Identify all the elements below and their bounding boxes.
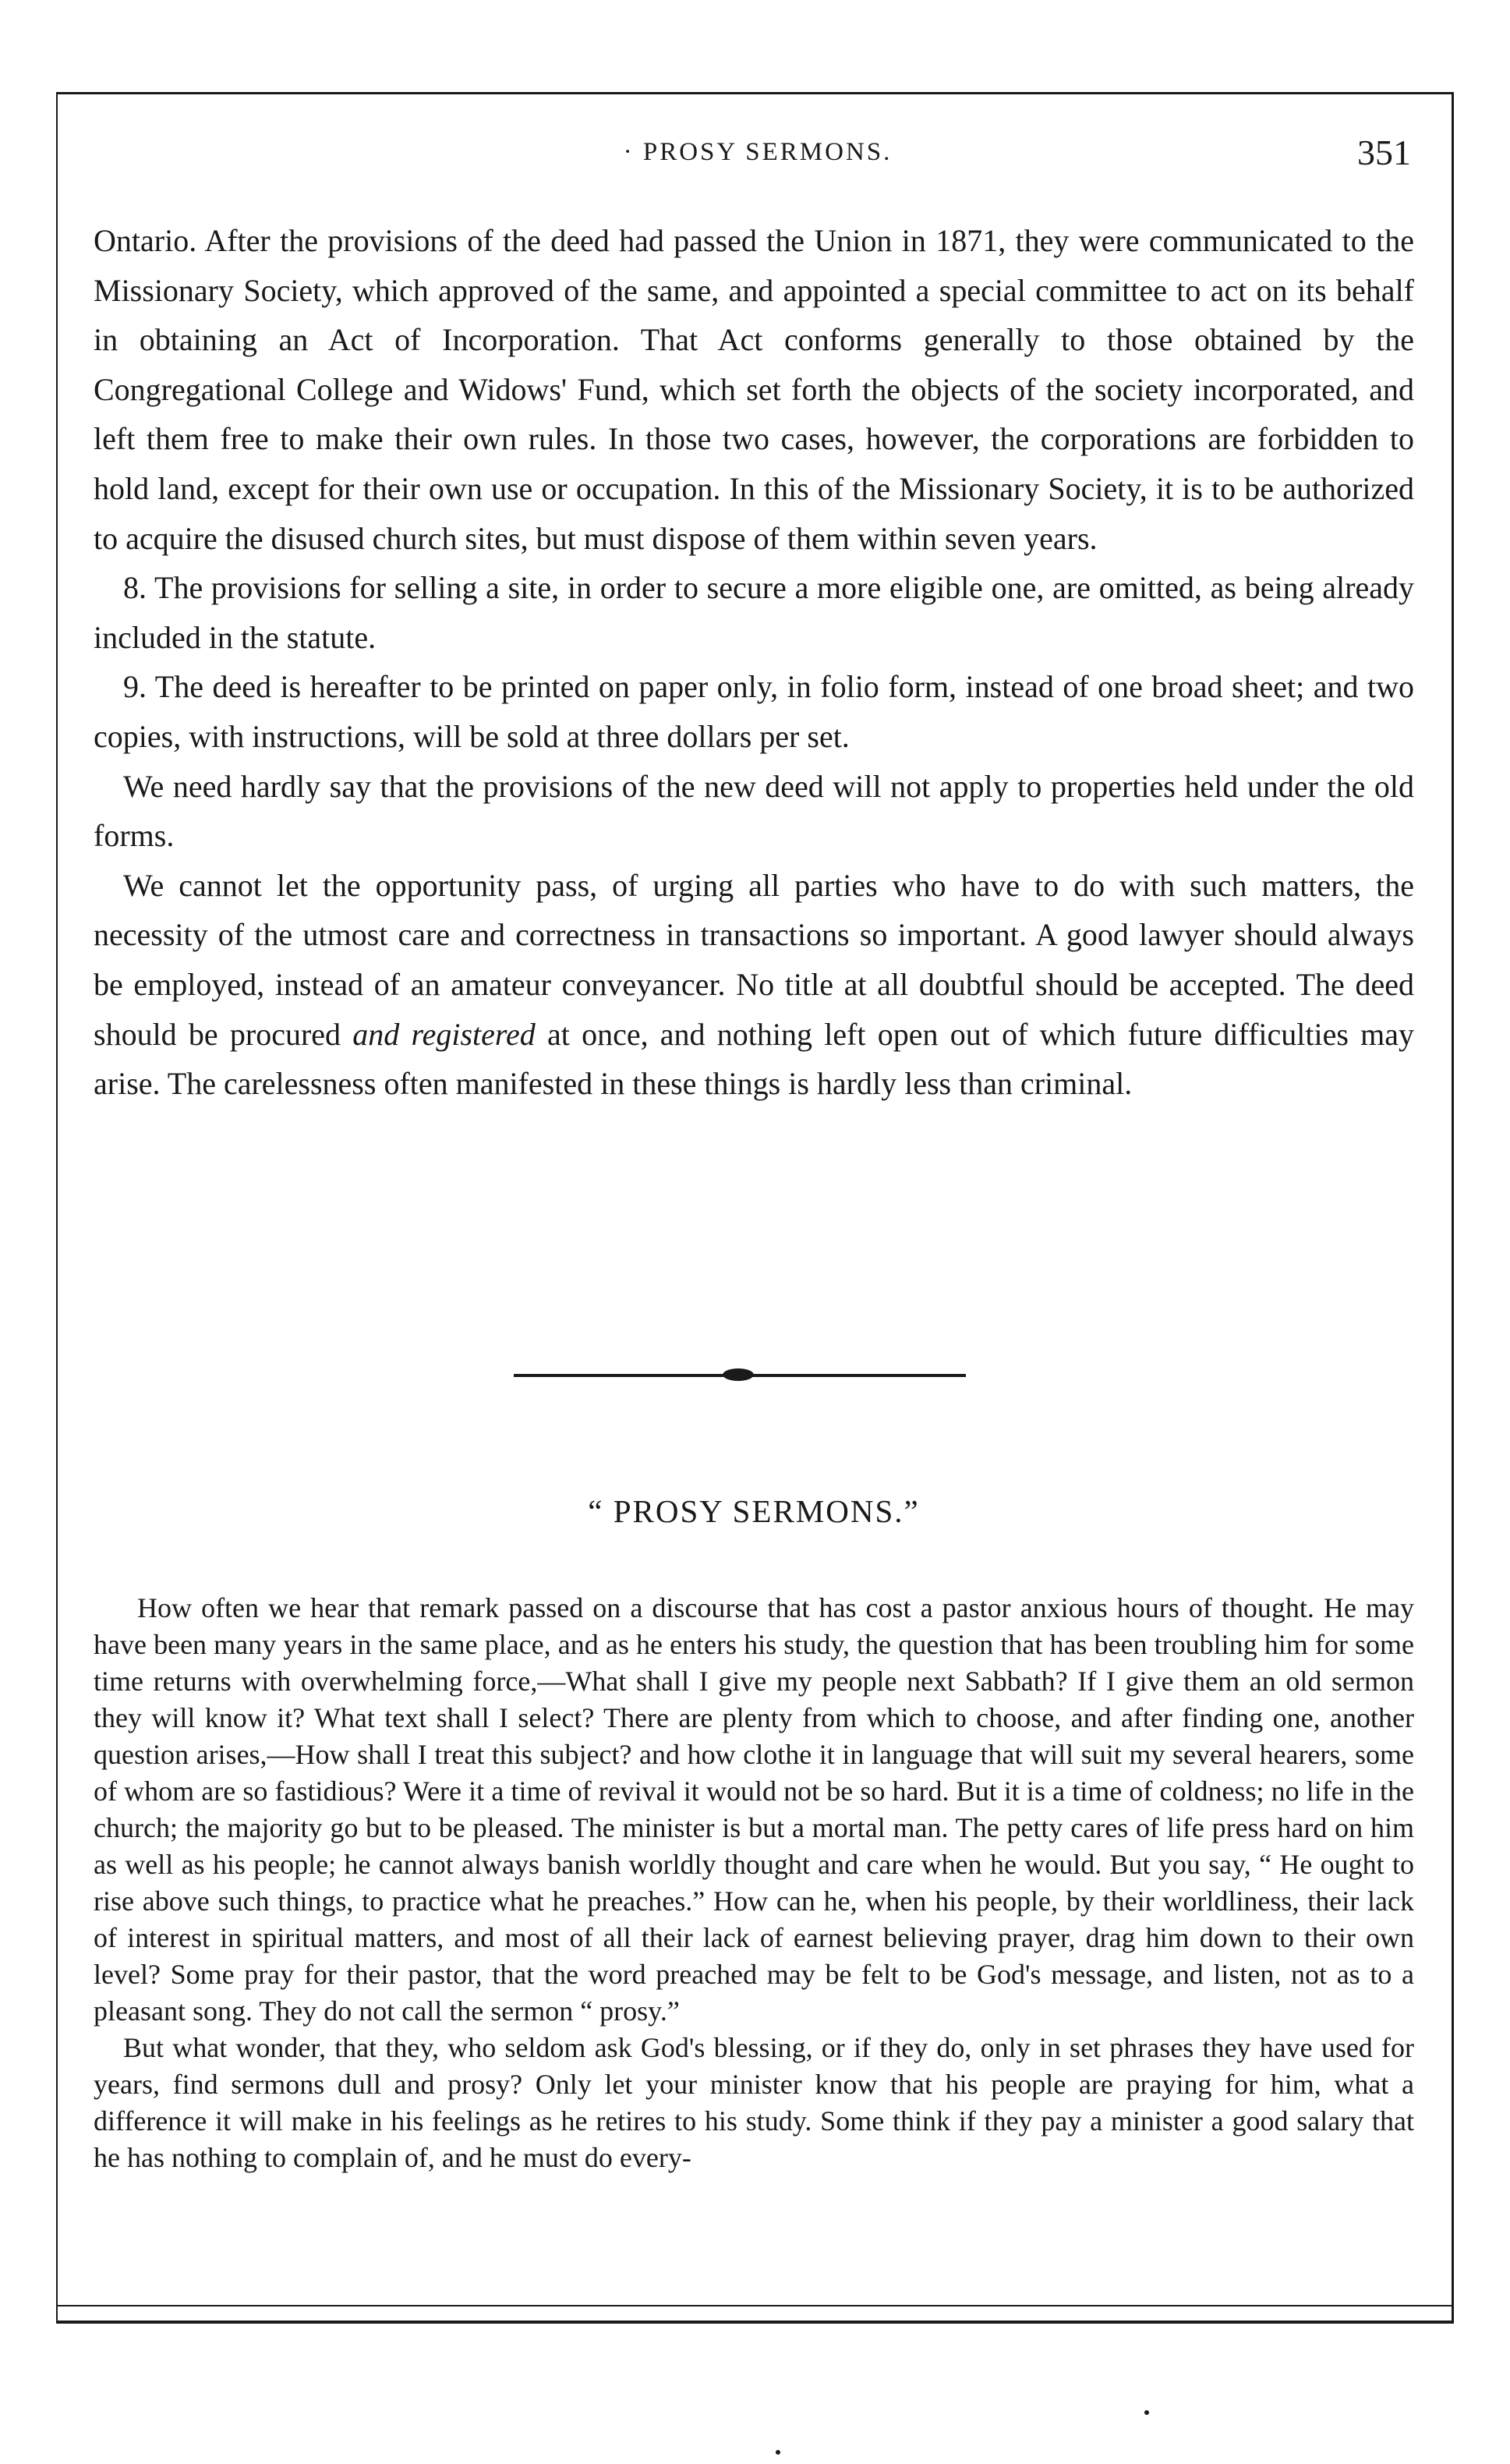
page-frame <box>56 92 1454 2324</box>
upper-text-block <box>94 216 1414 1109</box>
paragraph: 9. The deed is hereafter to be printed on paper only, in folio form, instead of one broad sheet; and two copies, with instructions, will be sold at three dollars per set. <box>94 669 1414 754</box>
paragraph: We need hardly say that the provisions of the new deed will not apply to properties held under the old forms. <box>94 768 1414 854</box>
paragraph: But what wonder, that they, who seldom ask God's blessing, or if they do, only in set phrases they have used for years, find sermons dull and prosy? Only let your minister know that his people are praying for him, what a difference it will make in his feelings as he retires to his study. Some think if they pay a minister a good salary that he has nothing to complain of, and he must do every- <box>94 2032 1414 2173</box>
print-speck <box>1144 2410 1149 2415</box>
paragraph <box>94 861 1414 1109</box>
print-speck <box>776 2450 780 2455</box>
paragraph: Ontario. After the provisions of the deed had passed the Union in 1871, they were communicated to the Missionary Society, which approved of the same, and appointed a special committee to act on its behalf in obtaining an Act of Incorporation. That Act conforms generally to those obtained by the Congregational College and Widows' Fund, which set forth the objects of the society incorporated, and left them free to make their own rules. In those two cases, however, the corporations are forbidden to hold land, except for their own use or occupation. In this of the Missionary Society, it is to be authorized to acquire the disused church sites, but must dispose of them within seven years. <box>94 223 1414 556</box>
section-divider-rule <box>514 1374 966 1377</box>
running-head <box>104 132 1411 179</box>
divider-ornament <box>723 1368 754 1381</box>
paragraph-text: at once, and nothing left open out of which future difficulties may arise. The carelessness often manifested in these things is hardly less than criminal. <box>94 1016 1415 1102</box>
article-title: “ PROSY SERMONS.” <box>588 1493 920 1529</box>
bottom-rule <box>58 2305 1452 2306</box>
paragraph: How often we hear that remark passed on a discourse that has cost a pastor anxious hours of thought. He may have been many years in the same place, and as he enters his study, the question that has been troubling him for some time returns with overwhelming force,—What shall I give my people next Sabbath? If I give them an old sermon they will know it? What text shall I select? There are plenty from which to choose, and after finding one, another question arises,—How shall I treat this subject? and how clothe it in language that will suit my several hearers, some of whom are so fastidious? Were it a time of revival it would not be so hard. But it is a time of coldness; no life in the church; the majority go but to be pleased. The minister is but a mortal man. The petty cares of life press hard on him as well as his people; he cannot always banish worldly thought and care when he would. But you say, “ He ought to rise above such things, to practice what he preaches.” How can he, when his people, by their worldliness, their lack of interest in spiritual matters, and most of all their lack of earnest believing prayer, drag him down to their own level? Some pray for their pastor, that the word preached may be felt to be God's message, and listen, not as to a pleasant song. They do not call the sermon “ prosy.” <box>94 1592 1414 2027</box>
running-title: · PROSY SERMONS. <box>623 138 893 166</box>
paragraph-text: We cannot let the opportunity pass, of urging all parties who have to do with such matters, the necessity of the utmost care and correctness in transactions so important. A good lawyer should always be employed, instead of an amateur conveyancer. No title at all doubtful should be accepted. The deed should be procured <box>94 867 1414 1052</box>
paragraph: 8. The provisions for selling a site, in order to secure a more eligible one, are omitted, as being already included in the statute. <box>94 570 1414 655</box>
italic-emphasis: and registered <box>352 1016 536 1052</box>
article-body <box>94 1590 1414 2176</box>
page-number: 351 <box>1357 133 1411 172</box>
